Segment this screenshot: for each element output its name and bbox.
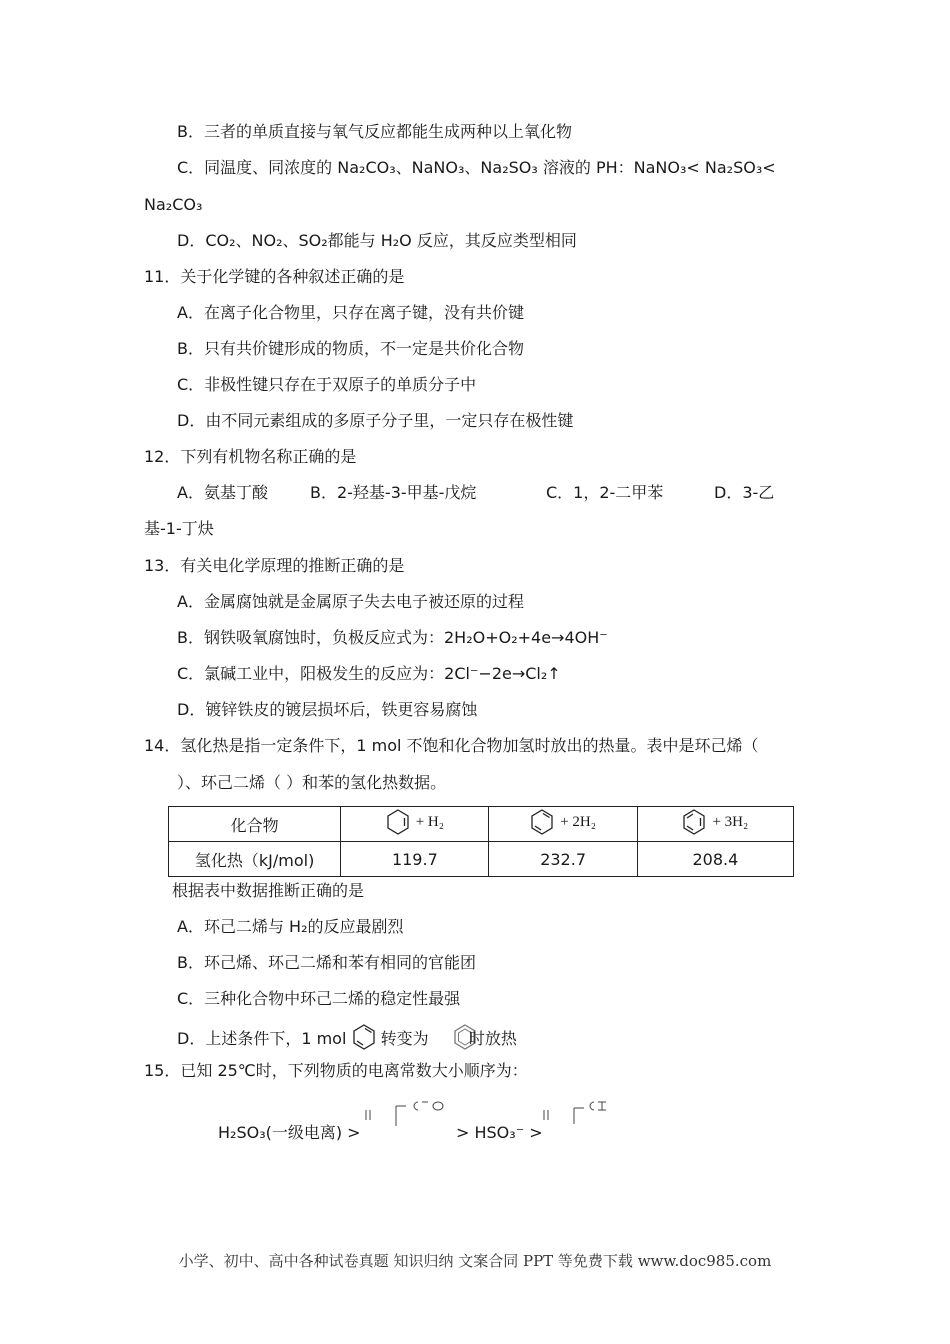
formula-nano3: NaNO₃ [411,158,465,177]
q10-option-c-mid: 溶液的 PH： [537,158,634,177]
formula-na2co3: Na₂CO₃ [337,158,396,177]
q13-stem: 13．有关电化学原理的推断正确的是 [144,556,405,575]
q14-stem-line2: ）、环己二烯（ ）和苯的氢化热数据。 [177,773,447,792]
q14-stem-line1: 14．氢化热是指一定条件下，1 mol 不饱和化合物加氢时放出的热量。表中是环己烯（ [144,736,759,755]
separator: 、 [464,158,481,177]
q15-stem: 15．已知 25℃时，下列物质的电离常数大小顺序为： [144,1061,528,1080]
q12-option-b: B．2-羟基-3-甲基-戊烷 [310,483,477,502]
q13-option-b: B．钢铁吸氧腐蚀时，负极反应式为：2H₂O+O₂+4e→4OH⁻ [177,628,608,647]
q11-option-a: A．在离子化合物里，只存在离子键，没有共价键 [177,303,524,322]
q10-option-c-wrap: Na₂CO₃ [144,195,203,214]
table-value-cyclohexene: 119.7 [341,842,489,877]
q14-option-b: B．环己烯、环己二烯和苯有相同的官能团 [177,953,476,972]
q14-option-d-text-c: 时放热 [468,1029,517,1048]
q10-option-b: B．三者的单质直接与氧气反应都能生成两种以上氧化物 [177,122,572,141]
q12-option-a: A．氨基丁酸 [177,483,268,502]
q11-option-b: B．只有共价键形成的物质，不一定是共价化合物 [177,339,524,358]
formula-2h2: + 2H₂ [560,813,596,830]
phenol-structure-icon [362,1098,452,1130]
page-footer: 小学、初中、高中各种试卷真题 知识归纳 文案合同 PPT 等免费下载 www.doc985.com [178,1252,772,1270]
cyclohexene-icon [386,809,410,835]
separator: 、 [395,158,412,177]
table-value-cyclohexadiene: 232.7 [489,842,637,877]
table-cell-cyclohexene [341,807,489,842]
q10-option-c-prefix: C．同温度、同浓度的 [177,158,338,177]
q14-option-d-text-a: D．上述条件下，1 mol [177,1029,347,1048]
q14-option-a: A．环己二烯与 H₂的反应最剧烈 [177,917,404,936]
q11-option-d: D．由不同元素组成的多原子分子里，一定只存在极性键 [177,411,574,430]
formula-h2: + H₂ [415,813,444,830]
hydrogenation-table [168,806,794,877]
bicarbonate-structure-icon [540,1098,620,1130]
table-row-label: 氢化热（kJ/mol) [169,842,341,877]
q14-option-d [177,1024,517,1050]
q10-option-d: D．CO₂、NO₂、SO₂都能与 H₂O 反应，其反应类型相同 [177,231,577,250]
formula-3h2: + 3H₂ [712,813,749,830]
table-cell-benzene [637,807,793,842]
q14-lead: 根据表中数据推断正确的是 [172,881,365,900]
cyclohexadiene-icon [352,1024,376,1050]
q12-stem: 12．下列有机物名称正确的是 [144,447,357,466]
q10-option-c [177,157,776,179]
q12-option-d-wrap: 基-1-丁炔 [144,519,214,538]
table-value-benzene: 208.4 [637,842,793,877]
formula-na2so3: Na₂SO₃ [480,158,538,177]
ph-order: NaNO₃< Na₂SO₃< [633,158,776,177]
table-header-label: 化合物 [169,807,341,842]
q15-part1: H₂SO₃(一级电离) > [218,1123,361,1142]
q11-option-c: C．非极性键只存在于双原子的单质分子中 [177,375,477,394]
benzene-icon [682,809,706,835]
q12-option-d: D．3-乙 [714,483,775,502]
cyclohexadiene-icon [530,809,554,835]
q12-option-c: C．1，2-二甲苯 [546,483,664,502]
q14-option-d-text-b: 转变为 [380,1029,429,1048]
q15-part2: > HSO₃⁻ > [456,1123,543,1142]
q13-option-d: D．镀锌铁皮的镀层损坏后，铁更容易腐蚀 [177,700,478,719]
q14-option-c: C．三种化合物中环己二烯的稳定性最强 [177,989,461,1008]
table-cell-cyclohexadiene [489,807,637,842]
table-row [169,842,794,877]
q13-option-a: A．金属腐蚀就是金属原子失去电子被还原的过程 [177,592,524,611]
table-row [169,807,794,842]
q11-stem: 11．关于化学键的各种叙述正确的是 [144,267,405,286]
q13-option-c: C．氯碱工业中，阳极发生的反应为：2Cl⁻−2e→Cl₂↑ [177,664,561,683]
